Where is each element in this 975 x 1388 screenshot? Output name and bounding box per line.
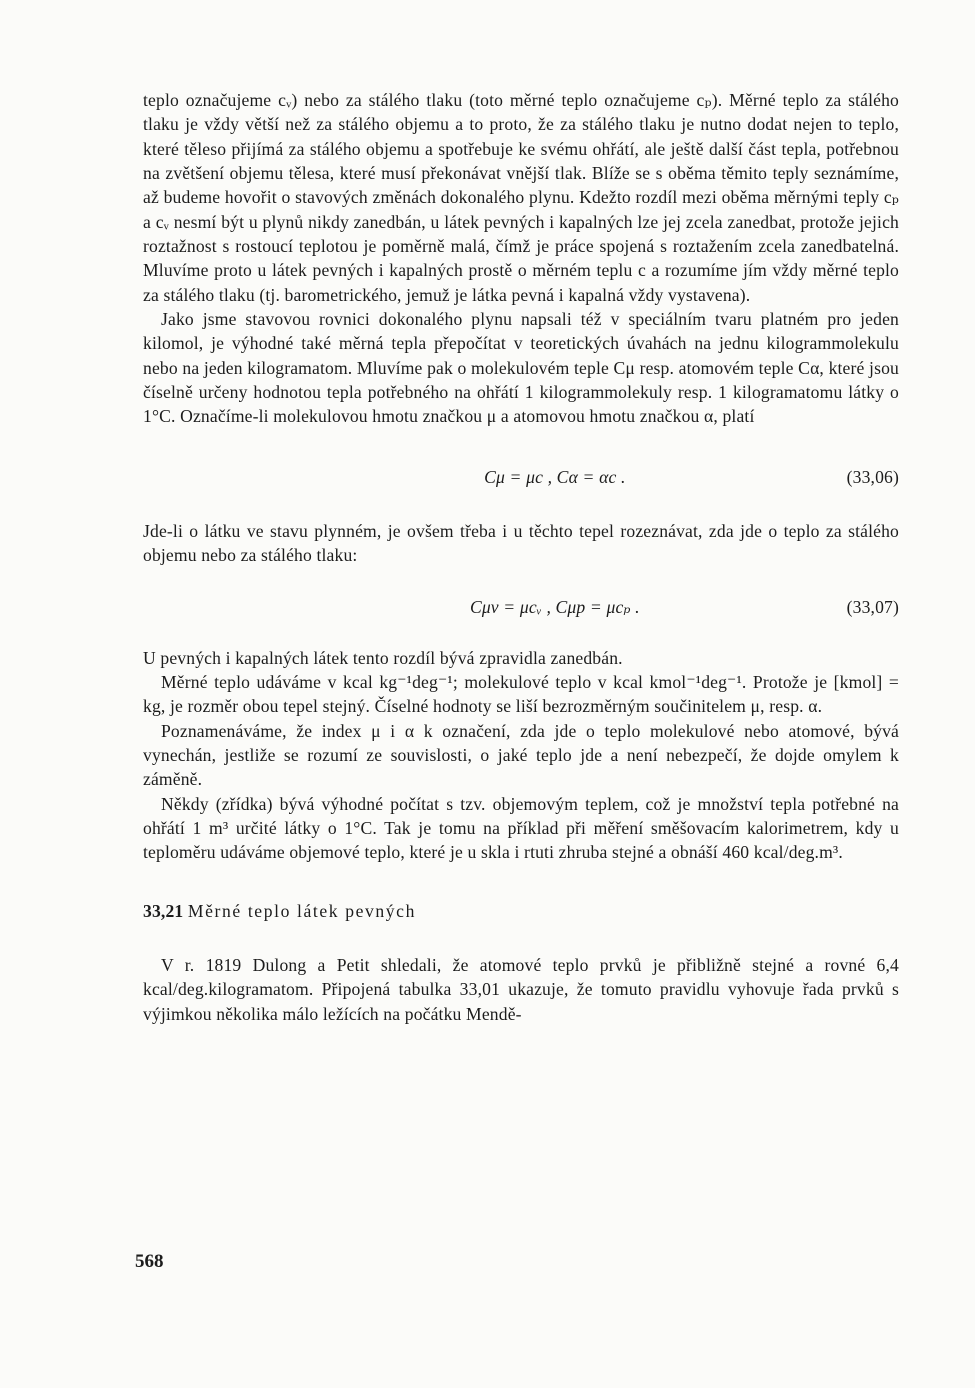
paragraph: Někdy (zřídka) bývá výhodné počítat s tzv. objemovým teplem, což je množství tepla potřebné na ohřátí 1 m³ určité látky o 1°C. Tak je tomu na příklad při měření směšovacím kalorimetrem, kdy u teploměru udáváme objemové teplo, které je u skla i rtuti zhruba stejné a obnáší 460 kcal/deg.m³. <box>143 793 899 863</box>
paragraph: Měrné teplo udáváme v kcal kg⁻¹deg⁻¹; molekulové teplo v kcal kmol⁻¹deg⁻¹. Protože je [kmol] = kg, je rozměr obou tepel stejný. Číselné hodnoty se liší bezrozměrným součinitelem μ, resp. α. <box>143 671 899 717</box>
page-number: 568 <box>135 1251 164 1272</box>
paragraph: Poznamenáváme, že index μ i α k označení, zda jde o teplo molekulové nebo atomové, bývá vynechán, jestliže se rozumí ze souvislosti, o jaké teplo jde a není nebezpečí, že dojde omylem k záměně. <box>143 720 899 790</box>
paragraph: Jako jsme stavovou rovnici dokonalého plynu napsali též v speciálním tvaru platném pro jeden kilomol, je výhodné také měrná tepla přepočítat v teoretických úvahách na jednu kilogrammolekulu nebo na jeden kilogramatom. Mluvíme pak o molekulovém teple Cμ resp. atomovém teple Cα, které jsou číselně určeny hodnotou tepla potřebného na ohřátí 1 kilogrammolekuly resp. 1 kilogramatomu látky o 1°C. Označíme-li molekulovou hmotu značkou μ a atomovou hmotu značkou α, platí <box>143 309 899 427</box>
paragraph: U pevných i kapalných látek tento rozdíl bývá zpravidla zanedbán. <box>143 647 623 668</box>
section-number: 33,21 <box>143 900 184 921</box>
body-text <box>143 88 899 1026</box>
equation-33-07 <box>143 578 899 638</box>
equation-33-06 <box>143 447 899 507</box>
section-heading <box>143 899 899 923</box>
paragraph: teplo označujeme cᵥ) nebo za stálého tlaku (toto měrné teplo označujeme cₚ). Měrné teplo za stálého tlaku je vždy větší než za stálého objemu a to proto, že za stálého tlaku je nutno dodat nejen to teplo, které těleso přijímá za stálého objemu a spotřebuje ke svému ohřátí, ale ještě další část tepla, potřebnou na zvětšení objemu tělesa, které musí překonávat vnější tlak. Blíže se s oběma těmito teply seznámíme, až budeme hovořit o stavových změnách dokonalého plynu. Kdežto rozdíl mezi oběma měrnými teply cₚ a cᵥ nesmí být u plynů nikdy zanedbán, u látek pevných i kapalných lze jej zcela zanedbat, protože jejich roztažnost s rostoucí teplotou je poměrně malá, čímž je práce spojená s roztažením zcela zanedbatelná. Mluvíme proto u látek pevných i kapalných prostě o měrném teplu c a rozumíme jím vždy měrné teplo za stálého tlaku (tj. barometrického, jemuž je látka pevná i kapalná vždy vystavena). <box>143 90 899 305</box>
equation-formula: Cμv = μcᵥ , Cμp = μcₚ . <box>469 597 640 618</box>
equation-formula: Cμ = μc , Cα = αc . <box>484 466 626 487</box>
equation-number: (33,07) <box>846 597 899 618</box>
paragraph: V r. 1819 Dulong a Petit shledali, že atomové teplo prvků je přibližně stejné a rovné 6,4 kcal/deg.kilogramatom. Připojená tabulka 33,01 ukazuje, že tomuto pravidlu vyhovuje řada prvků s výjimkou několika málo ležících na počátku Mendě- <box>143 954 899 1024</box>
paragraph: Jde-li o látku ve stavu plynném, je ovšem třeba i u těchto tepel rozeznávat, zda jde o teplo za stálého objemu nebo za stálého tlaku: <box>143 520 899 566</box>
section-title: Měrné teplo látek pevných <box>187 900 416 921</box>
equation-number: (33,06) <box>846 466 899 487</box>
